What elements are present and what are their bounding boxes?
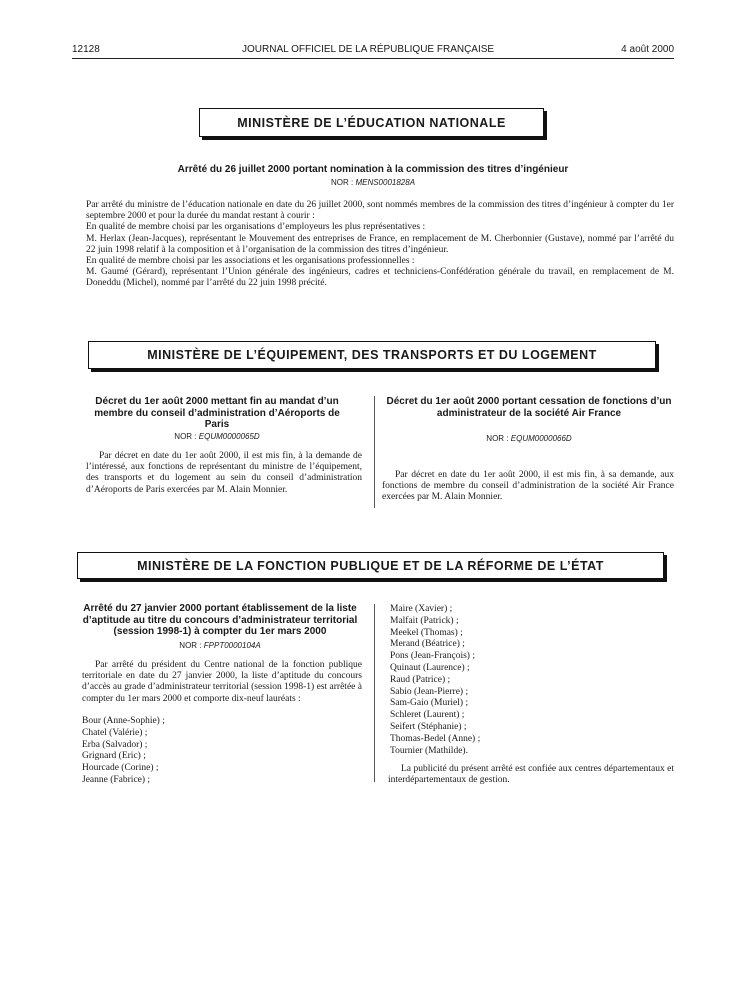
body-paragraph: M. Herlax (Jean-Jacques), représentant le Mouvement des entreprises de France, en remplacement de M. Cherbonnier (Gustave), nommé par l’arrêté du 22 juin 1998 relatif à la composition et à l’organisation de la commission des titres d’ingénieur. <box>86 233 674 255</box>
page-number: 12128 <box>72 44 100 55</box>
decree-title: Arrêté du 26 juillet 2000 portant nomination à la commission des titres d’ingénieur <box>177 164 569 175</box>
list-item: Tournier (Mathilde). <box>390 745 468 756</box>
body-paragraph: En qualité de membre choisi par les organisations d’employeurs les plus représentatives : <box>86 222 426 233</box>
body-paragraph: Par arrêté du ministre de l’éducation nationale en date du 26 juillet 2000, sont nommés membres de la commission des titres d’ingénieur à compter du 1er septembre 2000 et pour la durée du mandat restant à courir : <box>86 200 674 222</box>
nor-code: EQUM0000066D <box>510 434 572 443</box>
nor-reference <box>72 178 674 188</box>
body-paragraph: En qualité de membre choisi par les associations et les organisations professionnelles : <box>86 256 415 267</box>
decree-body <box>82 660 362 705</box>
list-item: Chatel (Valérie) ; <box>82 727 148 738</box>
decree-title: Décret du 1er août 2000 mettant fin au mandat d’un membre du conseil d’administration d’Aéroports de Paris <box>94 396 340 430</box>
decree-title: Arrêté du 27 janvier 2000 portant établissement de la liste d’aptitude au titre du concours d’administrateur territorial (session 1998-1) à compter du 1er mars 2000 <box>82 603 358 637</box>
list-item: Raud (Patrice) ; <box>390 674 451 685</box>
column-divider <box>374 604 375 782</box>
ministry-heading-civil-service: MINISTÈRE DE LA FONCTION PUBLIQUE ET DE LA RÉFORME DE L’ÉTAT <box>77 552 664 579</box>
list-item: Erba (Salvador) ; <box>82 739 148 750</box>
list-item: Thomas-Bedel (Anne) ; <box>390 733 481 744</box>
decree-body <box>382 470 674 504</box>
column-divider <box>374 396 375 508</box>
nor-label: NOR : <box>486 434 509 443</box>
list-item: Quinaut (Laurence) ; <box>390 662 470 673</box>
body-paragraph: Par décret en date du 1er août 2000, il est mis fin, à sa demande, aux fonctions de membre du conseil d’administration de la société Air France exercées par M. Alain Monnier. <box>382 470 674 503</box>
nor-label: NOR : <box>179 641 202 650</box>
nor-label: NOR : <box>330 178 354 187</box>
nor-code: MENS0001828A <box>355 178 416 187</box>
journal-title: JOURNAL OFFICIEL DE LA RÉPUBLIQUE FRANÇAISE <box>242 44 495 55</box>
list-item: Schleret (Laurent) ; <box>390 710 465 721</box>
publication-date: 4 août 2000 <box>621 44 674 55</box>
decree-body <box>388 764 674 786</box>
body-paragraph: La publicité du présent arrêté est confiée aux centres départementaux et interdépartementaux de gestion. <box>388 764 674 786</box>
list-item: Grignard (Eric) ; <box>82 751 146 762</box>
list-item: Jeanne (Fabrice) ; <box>82 774 151 785</box>
nor-reference <box>88 432 346 442</box>
ministry-heading-equipment: MINISTÈRE DE L’ÉQUIPEMENT, DES TRANSPORTS ET DU LOGEMENT <box>88 341 656 369</box>
list-item: Sabio (Jean-Pierre) ; <box>390 686 469 697</box>
list-item: Bour (Anne-Sophie) ; <box>82 716 165 726</box>
nor-label: NOR : <box>174 432 197 441</box>
header-divider <box>72 58 674 59</box>
list-item: Hourcade (Corine) ; <box>82 763 159 774</box>
list-item: Maire (Xavier) ; <box>390 604 453 614</box>
nor-code: EQUM0000065D <box>198 432 260 441</box>
list-item: Sam-Gaio (Muriel) ; <box>390 698 469 709</box>
list-item: Malfait (Patrick) ; <box>390 615 459 626</box>
body-paragraph: Par arrêté du président du Centre national de la fonction publique territoriale en date du 27 janvier 2000, la liste d’aptitude du concours d’accès au grade d’administrateur territorial (session 1998-1) est arrêtée à compter du 1er mars 2000 et comporte dix-neuf lauréats : <box>82 660 362 704</box>
list-item: Meekel (Thomas) ; <box>390 627 463 638</box>
laureate-list <box>390 604 674 757</box>
decree-body <box>86 200 674 290</box>
nor-code: FPPT0000104A <box>203 641 261 650</box>
nor-reference <box>80 641 360 651</box>
ministry-heading-education: MINISTÈRE DE L’ÉDUCATION NATIONALE <box>199 108 544 137</box>
page-header <box>72 44 674 58</box>
list-item: Seifert (Stéphanie) ; <box>390 721 467 732</box>
decree-body <box>86 451 362 496</box>
nor-reference <box>384 434 674 444</box>
laureate-list <box>82 716 362 787</box>
list-item: Pons (Jean-François) ; <box>390 651 475 662</box>
body-paragraph: Par décret en date du 1er août 2000, il est mis fin, à la demande de l’intéressé, aux fonctions de représentant du ministre de l’équipement, des transports et du logement au sein du conseil d’administration d’Aéroports de Paris exercées par M. Alain Monnier. <box>86 451 362 495</box>
body-paragraph: M. Gaumé (Gérard), représentant l’Union générale des ingénieurs, cadres et techniciens-Confédération générale du travail, en remplacement de M. Doneddu (Michel), nommé par l’arrêté du 22 juin 1998 précité. <box>86 267 674 289</box>
list-item: Merand (Béatrice) ; <box>390 639 465 650</box>
decree-title: Décret du 1er août 2000 portant cessation de fonctions d’un administrateur de la société Air France <box>386 396 672 419</box>
